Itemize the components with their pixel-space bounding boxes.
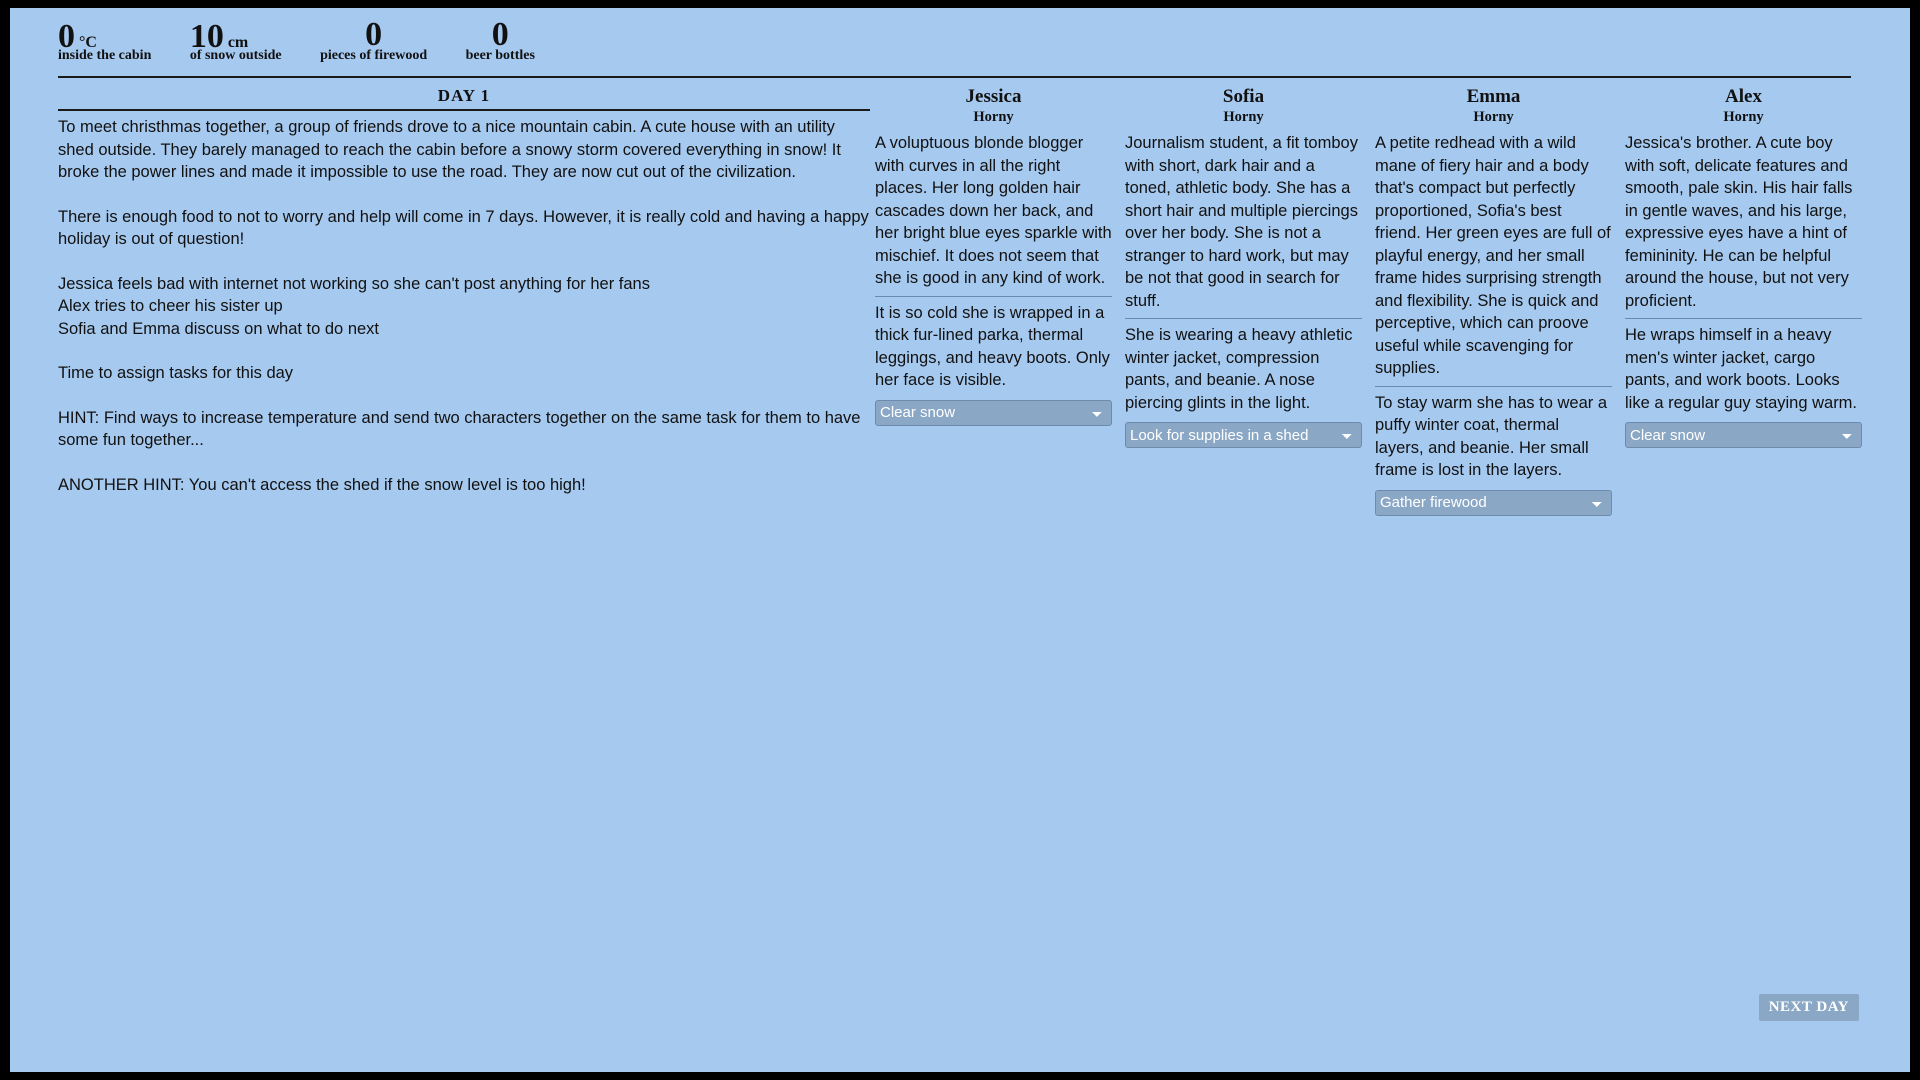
stat-beer <box>466 18 535 64</box>
character-name: Jessica <box>965 86 1022 107</box>
story-text <box>58 116 870 518</box>
story-assign-line: Time to assign tasks for this day <box>58 364 294 382</box>
character-name: Alex <box>1725 86 1762 107</box>
character-card-emma <box>1375 86 1612 516</box>
stat-temperature <box>58 20 151 64</box>
day-title: DAY 1 <box>437 86 491 105</box>
character-divider <box>1375 386 1612 387</box>
story-paragraph-2: There is enough food to not to worry and help will come in 7 days. However, it is really cold and having a happy holiday is out of question! <box>58 207 869 248</box>
stat-snow-value: 10 <box>189 18 224 55</box>
character-description: Journalism student, a fit tomboy with short, dark hair and a toned, athletic body. She has a short hair and multiple piercings over her body. She is not a stranger to hard work, but may be not that good in search for stuff. <box>1125 134 1358 310</box>
stat-temperature-label: inside the cabin <box>58 48 152 63</box>
character-divider <box>1125 318 1362 319</box>
stat-snow-unit: cm <box>227 34 249 51</box>
character-clothing: She is wearing a heavy athletic winter jacket, compression pants, and beanie. A nose piercing glints in the light. <box>1125 326 1353 412</box>
character-clothing: It is so cold she is wrapped in a thick fur-lined parka, thermal leggings, and heavy boots. Only her face is visible. <box>875 303 1110 389</box>
story-hint-1: HINT: Find ways to increase temperature and send two characters together on the same task for them to have some fun together... <box>58 408 861 449</box>
stat-beer-value: 0 <box>491 16 509 53</box>
character-mood: Horny <box>1473 109 1514 125</box>
stat-firewood <box>320 18 427 64</box>
character-description: Jessica's brother. A cute boy with soft, delicate features and smooth, pale skin. His hair falls in gentle waves, and his large, expressive eyes have a hint of femininity. He can be helpful around the house, but not very proficient. <box>1625 134 1853 310</box>
story-event-1: Jessica feels bad with internet not working so she can't post anything for her fans <box>58 274 650 293</box>
stat-temperature-unit: °C <box>79 34 97 51</box>
status-bar-divider <box>58 76 1851 78</box>
task-select-alex[interactable] <box>1625 422 1862 448</box>
stat-snow <box>190 20 282 64</box>
character-clothing: To stay warm she has to wear a puffy winter coat, thermal layers, and beanie. Her small frame is lost in the layers. <box>1375 393 1608 479</box>
next-day-button[interactable]: NEXT DAY <box>1759 994 1859 1021</box>
status-bar <box>58 18 569 74</box>
task-select-jessica[interactable] <box>875 400 1112 426</box>
task-select-sofia[interactable] <box>1125 422 1362 448</box>
character-clothing: He wraps himself in a heavy men's winter jacket, cargo pants, and work boots. Looks like a regular guy staying warm. <box>1625 326 1858 412</box>
character-divider <box>1625 318 1862 319</box>
character-mood: Horny <box>973 109 1014 125</box>
day-title-divider <box>58 109 870 111</box>
story-hint-2: ANOTHER HINT: You can't access the shed if the snow level is too high! <box>58 475 586 494</box>
stat-firewood-value: 0 <box>365 16 383 53</box>
character-card-jessica <box>875 86 1112 426</box>
task-select-emma[interactable] <box>1375 490 1612 516</box>
stat-beer-label: beer bottles <box>465 48 535 63</box>
character-card-alex <box>1625 86 1862 448</box>
character-description: A petite redhead with a wild mane of fiery hair and a body that's compact but perfectly proportioned, Sofia's best friend. Her green eyes are full of playful energy, and her small frame hides surprising strength and flexibility. She is quick and perceptive, which can proove useful while scavenging for supplies. <box>1375 134 1611 377</box>
story-event-2: Alex tries to cheer his sister up <box>58 297 283 315</box>
character-name: Emma <box>1466 86 1521 107</box>
character-card-sofia <box>1125 86 1362 448</box>
character-divider <box>875 296 1112 297</box>
story-event-3: Sofia and Emma discuss on what to do next <box>58 319 380 338</box>
game-screen <box>10 8 1910 1072</box>
character-description: A voluptuous blonde blogger with curves in all the right places. Her long golden hair cascades down her back, and her bright blue eyes sparkle with mischief. It does not seem that she is good in any kind of work. <box>875 134 1112 287</box>
character-name: Sofia <box>1222 86 1265 107</box>
stat-firewood-label: pieces of firewood <box>320 48 428 63</box>
stat-snow-label: of snow outside <box>189 48 282 63</box>
story-paragraph-1: To meet christhmas together, a group of friends drove to a nice mountain cabin. A cute house with an utility shed outside. They barely managed to reach the cabin before a snowy storm covered everything in snow! It broke the power lines and made it impossible to use the road. They are now cut out of the civilization. <box>58 118 841 181</box>
stat-temperature-value: 0 <box>58 18 75 55</box>
character-mood: Horny <box>1223 109 1264 125</box>
character-mood: Horny <box>1723 109 1764 125</box>
